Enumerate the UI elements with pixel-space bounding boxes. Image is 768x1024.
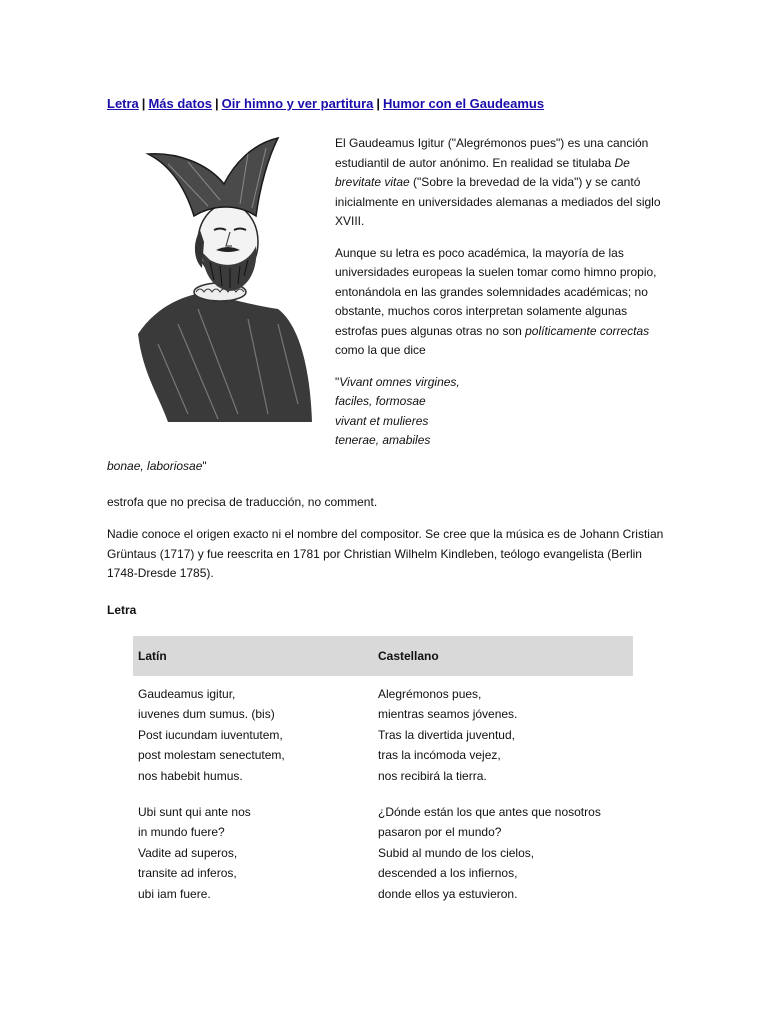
letra-heading: Letra: [107, 603, 137, 617]
table-header-row: [133, 636, 633, 676]
table-row: [133, 676, 633, 786]
nav-separator: |: [215, 96, 219, 111]
lyric-line: transite ad inferos,: [138, 866, 237, 881]
quote-line: vivant et mulieres: [335, 413, 429, 428]
latin-stanza-2: [133, 786, 373, 904]
nav-link-mas-datos[interactable]: Más datos: [148, 96, 213, 111]
table-row: [133, 786, 633, 904]
lyric-line: donde ellos ya estuvieron.: [378, 886, 518, 901]
intro-p2-text-a: Aunque su letra es poco académica, la mayoría de las universidades europeas la suelen tomar como himno propio, entonándola en las grandes solemnidades académicas; no obstante, muchos coros interpretan solamente algunas estrofas pues algunas otras no son: [335, 245, 657, 338]
column-header-castellano: Castellano: [373, 636, 633, 676]
quote-line-text: Vivant omnes virgines,: [339, 374, 460, 389]
latin-quote: [335, 373, 665, 451]
intro-paragraph-1: [335, 134, 665, 232]
latin-stanza-1: [133, 676, 373, 786]
intro-p1-text-b: ("Sobre la brevedad de la vida") y se cantó inicialmente en universidades alemanas a mediados del siglo XVIII.: [335, 175, 661, 228]
lyric-line: nos habebit humus.: [138, 768, 243, 783]
lyric-line: Vadite ad superos,: [138, 845, 238, 860]
nav-separator: |: [376, 96, 380, 111]
portrait-engraving-icon: [128, 134, 314, 424]
lyric-line: descended a los infiernos,: [378, 866, 518, 881]
lyric-line: Ubi sunt qui ante nos: [138, 805, 251, 820]
intro-p1-text-a: El Gaudeamus Igitur ("Alegrémonos pues") es una canción estudiantil de autor anónimo. En realidad se titulaba: [335, 136, 649, 170]
nav-link-oir-himno[interactable]: Oir himno y ver partitura: [221, 96, 374, 111]
lyric-line: Subid al mundo de los cielos,: [378, 845, 535, 860]
lyric-line: pasaron por el mundo?: [378, 825, 502, 840]
quote-line: [335, 373, 665, 393]
intro-p2-emphasis: políticamente correctas: [525, 323, 650, 338]
lyric-line: in mundo fuere?: [138, 825, 225, 840]
castellano-stanza-2: [373, 786, 633, 904]
lyric-line: ¿Dónde están los que antes que nosotros: [378, 805, 601, 820]
quote-open-mark: ": [335, 374, 340, 389]
castellano-stanza-1: [373, 676, 633, 786]
nav-separator: |: [141, 96, 146, 111]
lyric-line: Tras la divertida juventud,: [378, 727, 515, 742]
lyric-line: post molestam senectutem,: [138, 748, 285, 763]
lyric-line: Post iucundam iuventutem,: [138, 727, 283, 742]
quote-line: tenerae, amabiles: [335, 433, 431, 447]
lyric-line: mientras seamos jóvenes.: [378, 707, 518, 722]
lyric-line: tras la incómoda vejez,: [378, 748, 501, 763]
intro-text: [335, 134, 665, 451]
lyric-line: Alegrémonos pues,: [378, 687, 482, 701]
lyric-line: Gaudeamus igitur,: [138, 687, 236, 701]
origin-paragraph: Nadie conoce el origen exacto ni el nombre del compositor. Se cree que la música es de Johann Cristian Grüntaus (1717) y fue reescrita en 1781 por Christian Wilhelm Kindleben, teólogo evangelista (Berlin 1748-Dresde 1785).: [107, 527, 664, 580]
intro-paragraph-2: [335, 244, 665, 361]
quote-last-line: [107, 459, 207, 473]
nav-link-humor[interactable]: Humor con el Gaudeamus: [383, 96, 545, 111]
quote-line: faciles, formosae: [335, 394, 426, 408]
lyric-line: ubi iam fuere.: [138, 886, 211, 901]
top-nav: [107, 96, 544, 111]
nav-link-letra[interactable]: Letra: [107, 96, 139, 111]
lyric-line: iuvenes dum sumus. (bis): [138, 707, 275, 722]
lyric-line: nos recibirá la tierra.: [378, 768, 487, 783]
estrofa-paragraph: estrofa que no precisa de traducción, no comment.: [107, 495, 378, 509]
quote-last-line-text: bonae, laboriosae: [107, 459, 203, 473]
quote-close-mark: ": [202, 459, 207, 473]
column-header-latin: Latín: [133, 636, 373, 676]
lyrics-table: [133, 636, 633, 904]
intro-p2-text-b: como la que dice: [335, 343, 426, 357]
intro-p1-title: De brevitate vitae: [335, 155, 630, 189]
